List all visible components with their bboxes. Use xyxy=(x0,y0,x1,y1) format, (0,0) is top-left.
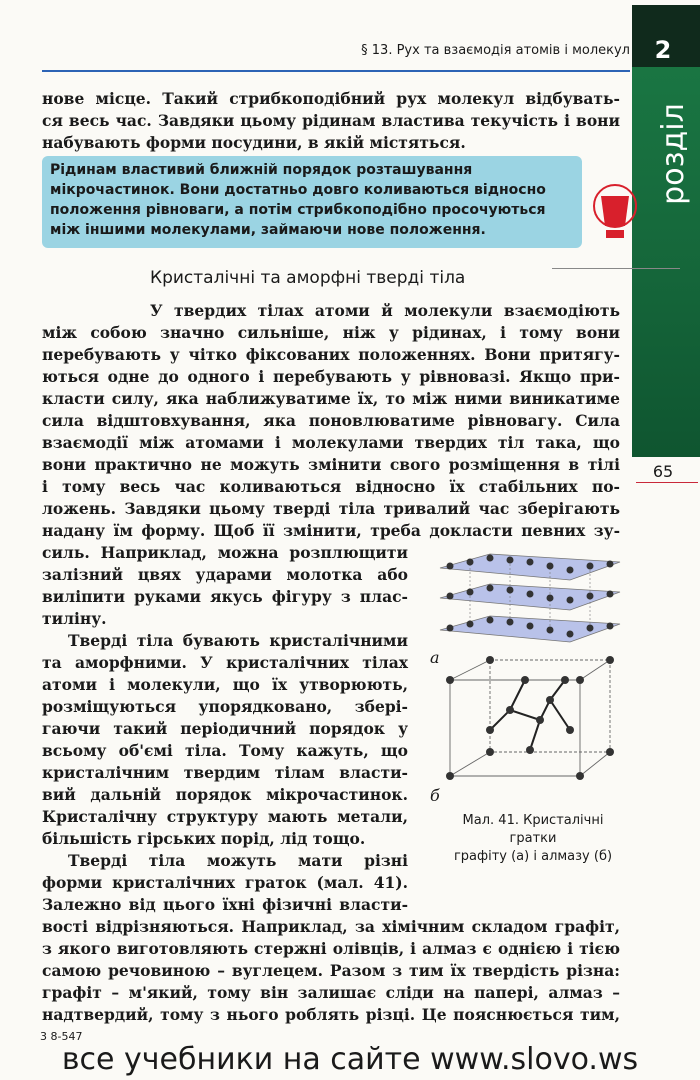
para1-line: У твердих тілах атоми й молекули взаємодіють xyxy=(150,301,620,320)
para3-line: Тверді тіла можуть мати різні xyxy=(68,851,408,870)
para1-line: тиліну. xyxy=(42,609,107,628)
para2-line: атоми і молекули, що їх утворюють, xyxy=(42,675,408,694)
para1-line: ються одне до одного і перебувають у рівновазі. Якщо при- xyxy=(42,367,620,386)
print-code: 3 8-547 xyxy=(40,1030,83,1043)
intro-line: ся весь час. Завдяки цьому рідинам властива текучість і вони xyxy=(42,111,620,130)
intro-line: набувають форми посудини, в якій містяться. xyxy=(42,133,466,152)
running-title: § 13. Рух та взаємодія атомів і молекул xyxy=(361,43,630,58)
chapter-side-tab xyxy=(632,5,700,457)
callout-text: Рідинам властивий ближній порядок розташування мікрочастинок. Вони достатньо довго коливаються відносно положення рівноваги, а потім стрибкоподібно просочуються між іншими молекулами, займаючи нове положення. xyxy=(50,162,546,238)
para2-line: Тверді тіла бувають кристалічними xyxy=(68,631,408,650)
para3-line: форми кристалічних граток (мал. 41). xyxy=(42,873,408,892)
figure-caption xyxy=(430,812,636,866)
para2-line: всьому об'ємі тіла. Тому кажуть, що xyxy=(42,741,408,760)
para1-line: залізний цвях ударами молотка або xyxy=(42,565,408,584)
section-label: розділ xyxy=(656,103,691,205)
para2-line: розміщуються упорядковано, збері- xyxy=(42,697,408,716)
para1-line: ложень. Завдяки цьому тверді тіла тривалий час зберігають xyxy=(42,499,620,518)
page-number: 65 xyxy=(652,462,674,481)
para1-line: класти силу, яка наближуватиме їх, то між ними виникатиме xyxy=(42,389,620,408)
section-subheading: Кристалічні та аморфні тверді тіла xyxy=(150,268,466,288)
para1-line: і тому весь час коливаються відносно їх стабільних по- xyxy=(42,477,620,496)
para3-line: з якого виготовляють стержні олівців, і алмаз є однією і тією xyxy=(42,939,620,958)
para2-line: більшість гірських порід, лід тощо. xyxy=(42,829,366,848)
para1-line: перебувають у чітко фіксованих положеннях. Вони притягу- xyxy=(42,345,620,364)
figure-caption-line: графіту (а) і алмазу (б) xyxy=(453,849,613,864)
para3-line: самою речовиною – вуглецем. Разом з тим їх твердість різна: xyxy=(42,961,620,980)
para2-line: та аморфними. У кристалічних тілах xyxy=(42,653,408,672)
exclamation-icon xyxy=(592,176,638,242)
para3-line: графіт – м'який, тому він залишає сліди на папері, алмаз – xyxy=(42,983,620,1002)
chapter-number: 2 xyxy=(654,36,672,64)
figure-caption-line: гратки xyxy=(509,831,557,846)
para1-line: силь. Наприклад, можна розплющити xyxy=(42,543,408,562)
para3-line: Залежно від цього їхні фізичні власти- xyxy=(42,895,408,914)
para2-line: гаючи такий періодичний порядок у xyxy=(42,719,408,738)
figure-caption-line: Мал. 41. Кристалічні xyxy=(462,813,604,828)
para2-line: вий дальній порядок мікрочастинок. xyxy=(42,785,408,804)
para1-line: виліпити руками якусь фігуру з плас- xyxy=(42,587,408,606)
para1-line: надану їм форму. Щоб її змінити, треба докласти певних зу- xyxy=(42,521,620,540)
para1-line: між собою значно сильніше, ніж у рідинах, і тому вони xyxy=(42,323,620,342)
diamond-lattice xyxy=(450,660,610,776)
figure-label-b: б xyxy=(430,786,440,805)
figure-label-a: а xyxy=(430,648,440,667)
crystal-lattice-figure xyxy=(430,540,630,800)
intro-line: нове місце. Такий стрибкоподібний рух молекул відбувать- xyxy=(42,89,620,108)
para3-line: надтвердий, тому з нього роблять різці. Це пояснюється тим, xyxy=(42,1005,620,1024)
site-banner: все учебники на сайте www.slovo.ws xyxy=(61,1042,639,1077)
para3-line: вості відрізняються. Наприклад, за хімічним складом графіт, xyxy=(42,917,620,936)
para2-line: Кристалічну структуру мають метали, xyxy=(42,807,408,826)
header-rule xyxy=(42,70,630,72)
para1-line: вони практично не можуть змінити свого розміщення в тілі xyxy=(42,455,620,474)
para1-line: сила відштовхування, яка поновлюватиме рівновагу. Сила xyxy=(42,411,620,430)
page-number-rule xyxy=(636,482,698,483)
subheading-rule xyxy=(552,268,680,269)
para2-line: кристалічним твердим тілам власти- xyxy=(42,763,408,782)
para1-line: взаємодії між атомами і молекулами твердих тіл така, що xyxy=(42,433,620,452)
